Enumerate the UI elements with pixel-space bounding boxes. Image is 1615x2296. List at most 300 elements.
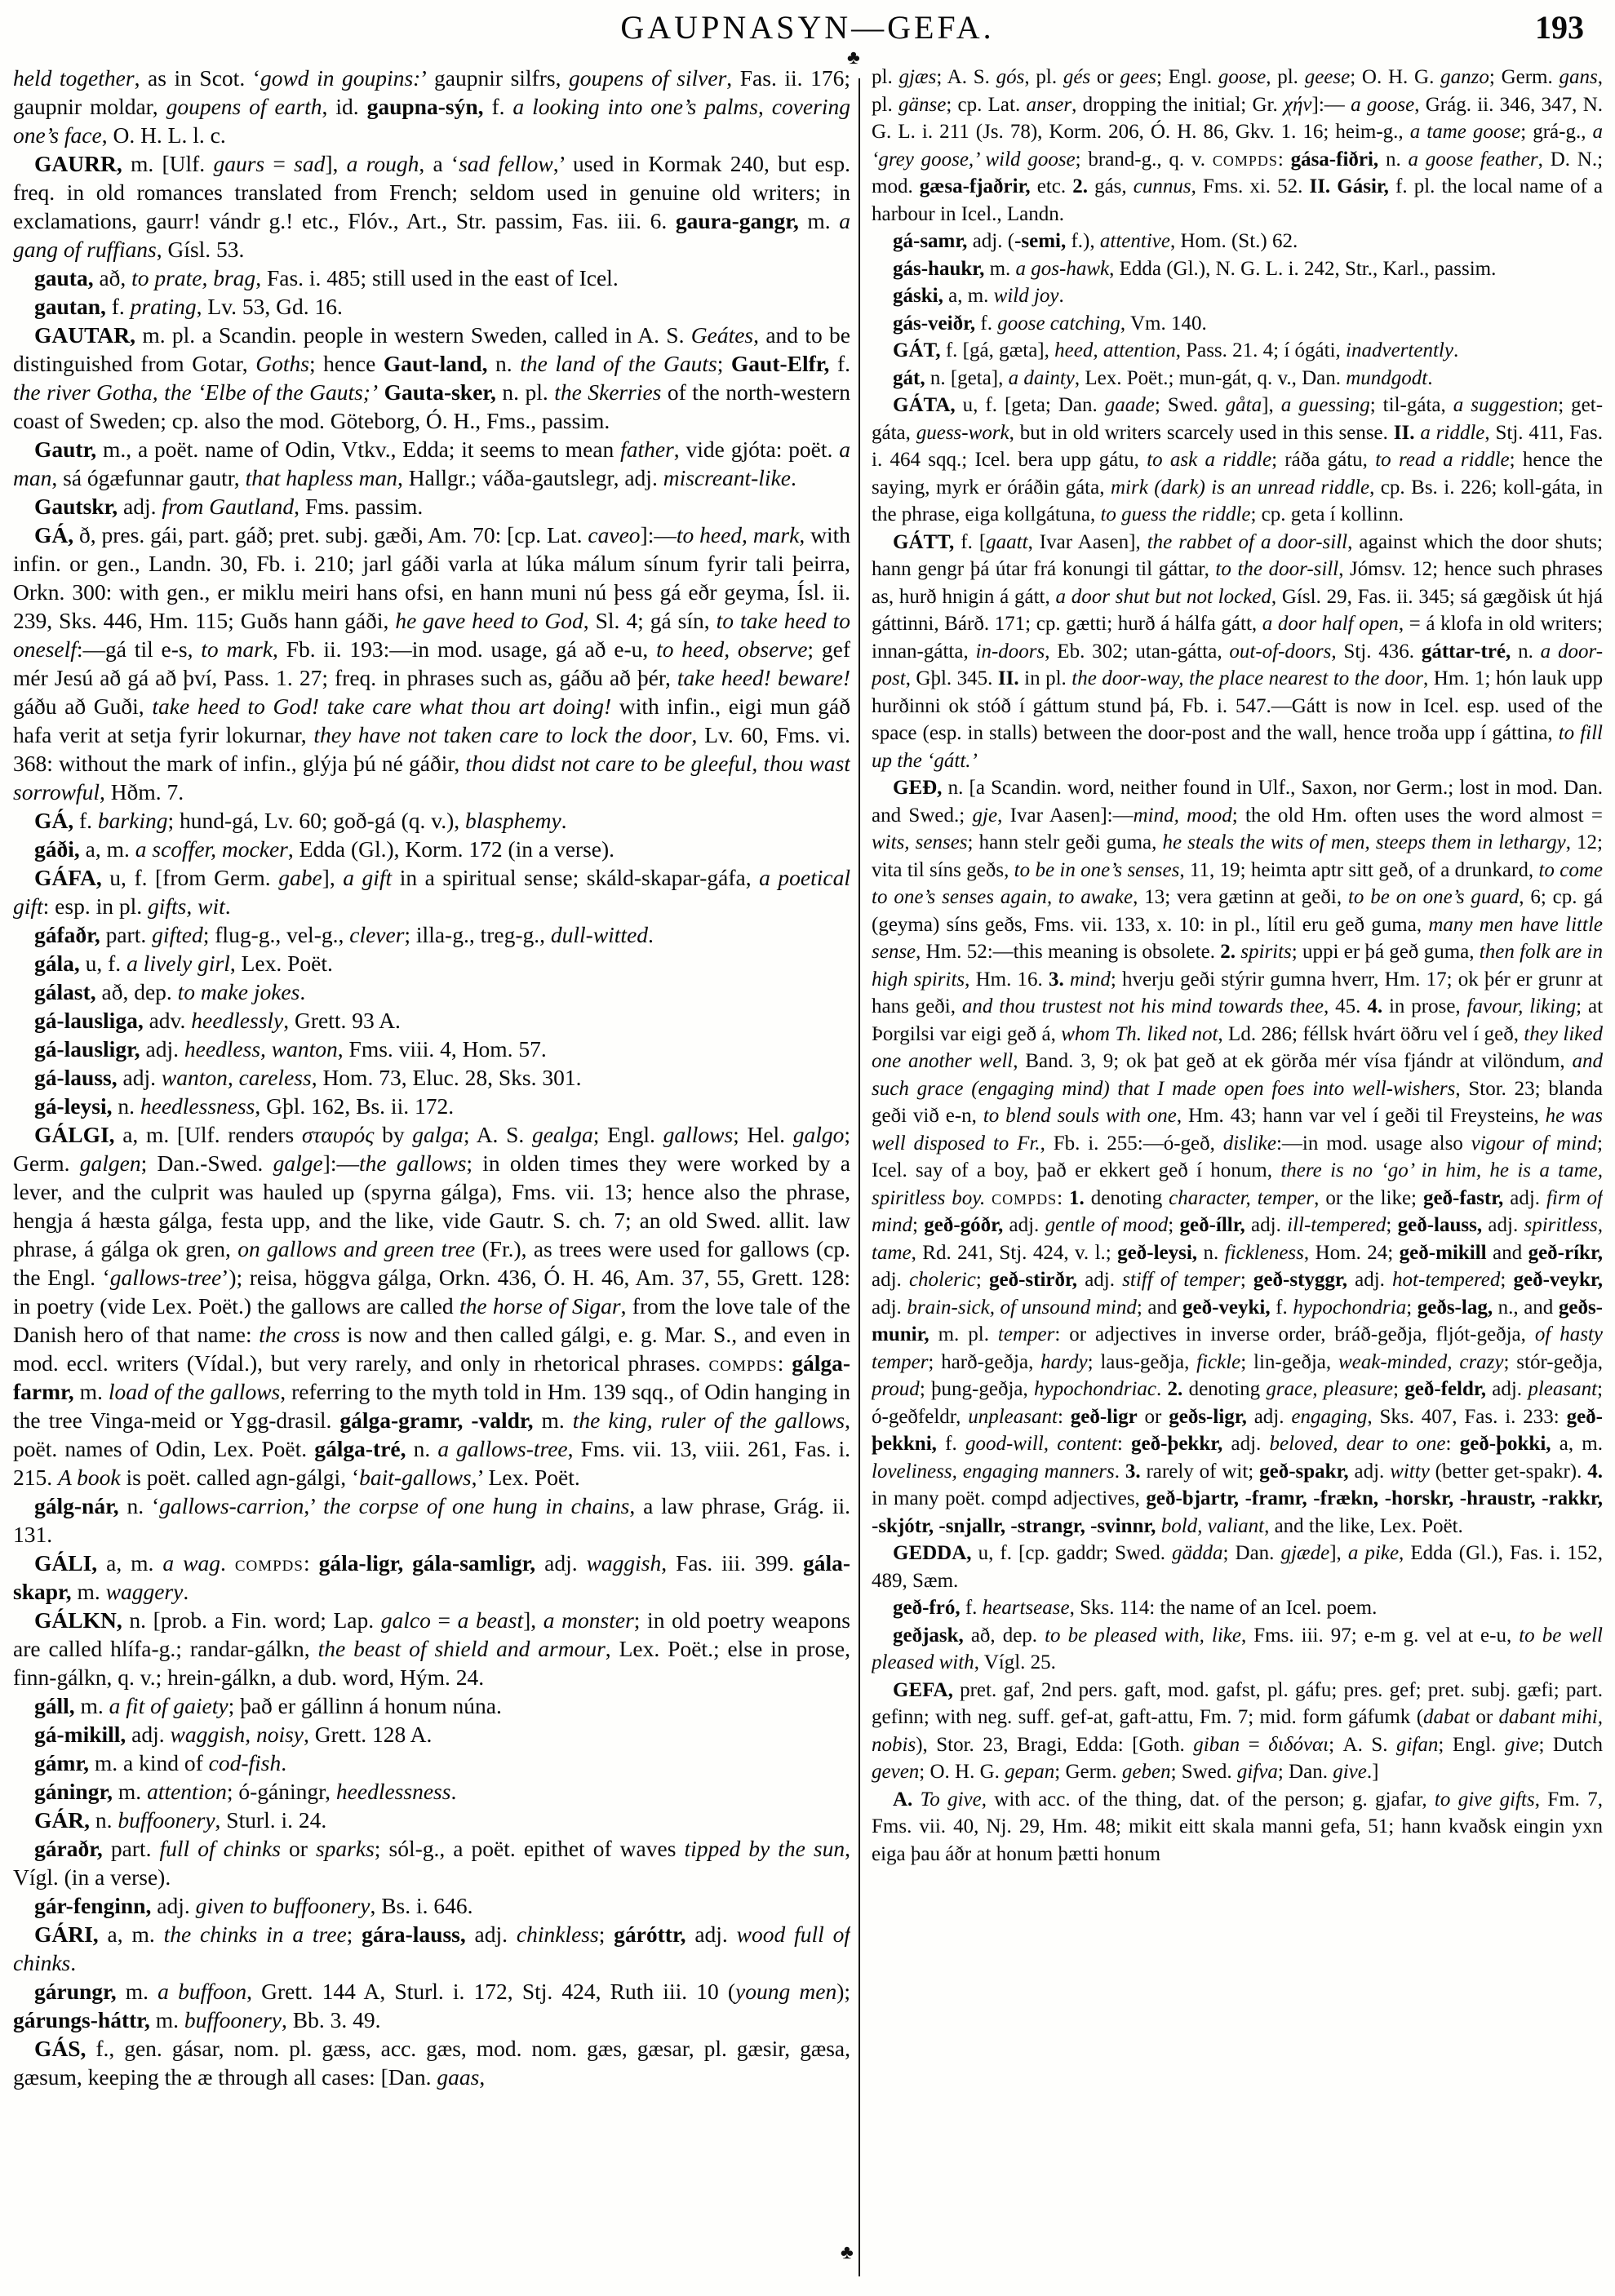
text-segment: : bbox=[1057, 1186, 1070, 1209]
text-segment: then folk are in high spirits bbox=[872, 941, 1603, 991]
text-segment: geð-ríkr, bbox=[1528, 1241, 1603, 1264]
text-segment: ; laus-geðja, bbox=[1087, 1350, 1197, 1373]
text-segment: gá-samr, bbox=[893, 230, 968, 252]
text-segment: ; hund-gá, Lv. 60; goð-gá (q. v.), bbox=[167, 808, 466, 833]
text-segment: the cross bbox=[259, 1322, 340, 1347]
text-segment: to the door-sill bbox=[1215, 558, 1339, 580]
text-segment: denoting bbox=[1084, 1186, 1169, 1209]
text-segment: , Eb. 302; utan-gátta, bbox=[1045, 640, 1230, 663]
text-segment: he steals the wits of men, steeps them in lethargy bbox=[1162, 831, 1566, 853]
text-segment: spirits bbox=[1240, 941, 1292, 963]
text-segment: , vide gjóta: poët. bbox=[673, 437, 840, 462]
text-segment: sad bbox=[294, 151, 326, 176]
text-segment: n. [a Scandin. word, neither found in Ulf., Saxon, nor Germ.; lost in mod. Dan. and Swed.; bbox=[872, 777, 1603, 827]
text-segment: take heed to God! take care what thou art doing! bbox=[152, 694, 612, 719]
right-column bbox=[872, 64, 1603, 2296]
dictionary-entry bbox=[13, 1891, 850, 1920]
text-segment: engaging bbox=[1291, 1405, 1368, 1428]
text-segment: ; ráða gátu, bbox=[1271, 449, 1376, 471]
text-segment: ; Swed. bbox=[1154, 394, 1226, 416]
text-segment: , Hallgr.; váða-gautslegr, adj. bbox=[397, 465, 663, 490]
text-segment: ; Germ. bbox=[1489, 66, 1560, 88]
text-segment: Gaut-Elfr, bbox=[730, 351, 830, 376]
text-segment: gáll, bbox=[34, 1693, 75, 1718]
text-segment: n. bbox=[90, 1807, 118, 1833]
text-segment: dabant mihi, nobis bbox=[872, 1706, 1603, 1756]
text-segment: ; ó-gáningr, bbox=[226, 1779, 336, 1804]
text-segment: gaupna-sýn, bbox=[366, 94, 484, 119]
text-segment: gautan, bbox=[34, 294, 106, 319]
text-segment: : bbox=[1116, 1433, 1131, 1455]
text-segment: . bbox=[1058, 285, 1064, 307]
text-segment: part. bbox=[102, 1836, 160, 1861]
dictionary-entry bbox=[13, 949, 850, 977]
dictionary-entry bbox=[872, 529, 1603, 775]
dictionary-entry bbox=[13, 521, 850, 806]
text-segment: gabe bbox=[278, 865, 322, 890]
text-segment: to make jokes bbox=[177, 979, 300, 1004]
text-segment: , Hm. 16. bbox=[965, 968, 1049, 991]
text-segment: a man bbox=[13, 437, 850, 490]
text-segment: ; lin-geðja, bbox=[1240, 1350, 1338, 1373]
text-segment: (better get-spakr). bbox=[1429, 1460, 1588, 1483]
text-segment: gaade bbox=[1104, 394, 1155, 416]
text-segment: n. bbox=[1378, 148, 1409, 171]
text-segment: to blend souls with one bbox=[983, 1105, 1177, 1127]
text-segment: to give gifts bbox=[1434, 1788, 1535, 1811]
text-segment: ; O. H. G. bbox=[1350, 66, 1441, 88]
text-segment: geð-styggr, bbox=[1253, 1269, 1347, 1291]
text-segment: to be well pleased with bbox=[872, 1624, 1603, 1673]
text-segment: many men have little sense bbox=[872, 913, 1603, 963]
text-segment: , Fms. viii. 4, Hom. 57. bbox=[337, 1036, 547, 1062]
text-segment: ; stór-geðja, bbox=[1503, 1350, 1603, 1373]
text-segment: firm of mind bbox=[872, 1186, 1603, 1236]
text-segment: geðs-lag, bbox=[1417, 1296, 1493, 1319]
dictionary-entry bbox=[872, 282, 1603, 310]
text-segment: to come to one’s senses again, to awake bbox=[872, 858, 1603, 908]
text-segment: , poët. names of Odin, Lex. Poët. bbox=[13, 1407, 850, 1461]
text-segment: m. bbox=[116, 1979, 158, 2004]
text-segment: gáðu að Guði, bbox=[13, 694, 153, 719]
text-segment: ; bbox=[1240, 1269, 1253, 1291]
text-segment: or bbox=[1469, 1706, 1499, 1728]
text-segment: ; Icel. say of a boy, það er ekkert geð í honum, bbox=[872, 1132, 1603, 1181]
text-segment: = bbox=[1240, 1733, 1269, 1756]
text-segment: n. bbox=[112, 1093, 140, 1119]
text-segment: gans bbox=[1559, 66, 1598, 88]
text-segment: mind, mood bbox=[1133, 804, 1232, 827]
text-segment: gá-mikill, bbox=[34, 1722, 126, 1747]
text-segment: , against which the door shuts; hann gengr þá útar frá konungi til gáttar, bbox=[872, 530, 1603, 580]
text-segment: GEFA, bbox=[893, 1678, 953, 1701]
text-segment: a, m. bbox=[1551, 1433, 1603, 1455]
text-segment: barking bbox=[97, 808, 168, 833]
text-segment: ; bbox=[1168, 1214, 1180, 1236]
text-segment: ; uppi er þá geð guma, bbox=[1291, 941, 1480, 963]
text-segment: GAURR, bbox=[34, 151, 122, 176]
text-segment: , Fms. passim. bbox=[294, 494, 424, 519]
text-segment: geð-lauss, bbox=[1397, 1214, 1483, 1236]
text-segment: gáraðr, bbox=[34, 1836, 103, 1861]
text-segment: m. bbox=[798, 208, 840, 233]
text-segment: pleasant bbox=[1528, 1378, 1598, 1400]
text-segment: gjæde bbox=[1280, 1542, 1330, 1564]
text-segment: by bbox=[374, 1122, 413, 1147]
text-segment: ’); reisa, höggva gálga, Orkn. 436, Ó. H. 46, Am. 37, 55, Grett. 128: in poetry (vide Lex. Poët.) the gallows are called bbox=[13, 1265, 850, 1319]
text-segment: galco bbox=[380, 1607, 431, 1633]
text-segment: , Ld. 286; féllsk hvárt öðru vel í geð, bbox=[1218, 1022, 1524, 1045]
text-segment: , cp. Bs. i. 226; koll-gáta, in the phrase, eiga kollgátuna, bbox=[872, 476, 1603, 525]
text-segment: give bbox=[1504, 1733, 1539, 1756]
text-segment: , Sturl. i. 24. bbox=[215, 1807, 327, 1833]
text-segment: gála, bbox=[34, 951, 80, 976]
text-segment: full of chinks bbox=[159, 1836, 281, 1861]
text-segment: a beast bbox=[457, 1607, 524, 1633]
text-segment: take heed! beware! bbox=[677, 665, 850, 690]
text-segment: gealga bbox=[531, 1122, 593, 1147]
text-segment: ; Swed. bbox=[1170, 1761, 1237, 1783]
text-segment: young men bbox=[735, 1979, 837, 2004]
text-segment: gás, bbox=[1087, 175, 1134, 197]
dictionary-entry bbox=[13, 1777, 850, 1806]
dictionary-entry bbox=[13, 1977, 850, 2034]
text-segment: gaatt bbox=[986, 530, 1028, 553]
text-segment: to heed, mark bbox=[676, 522, 800, 547]
text-segment: ], bbox=[1262, 394, 1281, 416]
text-segment: pret. gaf, 2nd pers. gaft, mod. gafst, pl. gáfu; pres. gef; pret. subj. gæfi; part. gefinn; with neg. suff. gef-at, gaft-attu, Fm. 7; mid. form gáfumk ( bbox=[872, 1678, 1603, 1728]
text-segment: loveliness, engaging manners bbox=[872, 1460, 1115, 1483]
text-segment: in many poët. compd adjectives, bbox=[872, 1487, 1147, 1509]
text-segment: m. bbox=[984, 257, 1016, 280]
text-segment: m. bbox=[113, 1779, 148, 1804]
text-segment: with infin., eigi mun gáð hafa verit at setja fyrir lokurnar, bbox=[13, 694, 850, 747]
text-segment: miscreant-like bbox=[663, 465, 791, 490]
text-segment: 4. bbox=[1367, 995, 1383, 1017]
text-segment: að, dep. bbox=[95, 979, 178, 1004]
text-segment: 4. bbox=[1587, 1460, 1603, 1483]
dictionary-entry bbox=[13, 1920, 850, 1977]
text-segment: ; bbox=[1500, 1269, 1514, 1291]
text-segment: galge bbox=[273, 1150, 323, 1176]
text-segment: GÁLGI, bbox=[34, 1122, 115, 1147]
dictionary-entry bbox=[13, 806, 850, 835]
text-segment: . bbox=[450, 1779, 457, 1804]
text-segment: adj. bbox=[126, 1722, 171, 1747]
text-segment: ; brand-g., q. v. bbox=[1075, 148, 1213, 171]
text-segment: adj. bbox=[872, 1269, 909, 1291]
dictionary-entry bbox=[872, 310, 1603, 338]
dictionary-entry bbox=[13, 435, 850, 492]
text-segment: , 6; cp. gá (geyma) síns geðs, Fms. vii. 133, x. 10: in pl., lítil eru geð guma, bbox=[872, 886, 1603, 936]
text-segment: mind bbox=[1069, 968, 1111, 991]
text-segment: ; hann stelr geði guma, bbox=[967, 831, 1163, 853]
text-segment: , Gísl. 53. bbox=[156, 237, 245, 262]
text-segment: of hasty temper bbox=[872, 1323, 1603, 1373]
dictionary-entry bbox=[13, 1006, 850, 1035]
text-segment: , = á klofa in old writers; innan-gátta, bbox=[872, 613, 1603, 663]
text-segment: a gos-hawk bbox=[1015, 257, 1110, 280]
text-segment: ; Dan. bbox=[1222, 1542, 1281, 1564]
text-segment: n. bbox=[487, 351, 521, 376]
text-segment: goupens of silver bbox=[569, 65, 727, 91]
text-segment: ; Germ. bbox=[13, 1122, 850, 1176]
text-segment: ill-tempered bbox=[1287, 1214, 1387, 1236]
text-segment: f. bbox=[936, 1433, 965, 1455]
text-segment: compds bbox=[992, 1186, 1058, 1209]
text-segment: to be in one’s senses bbox=[1014, 858, 1180, 881]
text-segment: ; þung-geðja, bbox=[919, 1378, 1035, 1400]
text-segment: dislike bbox=[1222, 1132, 1276, 1155]
text-segment: or bbox=[1090, 66, 1120, 88]
text-segment: gás-veiðr, bbox=[893, 312, 976, 335]
text-segment: ’ gaupnir silfrs, bbox=[420, 65, 570, 91]
text-segment: hardy bbox=[1040, 1350, 1088, 1373]
text-segment: m. a kind of bbox=[88, 1750, 209, 1775]
text-segment: A book bbox=[58, 1465, 121, 1490]
text-segment: ; bbox=[912, 1214, 925, 1236]
text-segment: 3. bbox=[1125, 1460, 1141, 1483]
text-segment: in pl. bbox=[1018, 667, 1072, 689]
text-segment: hot-tempered bbox=[1392, 1269, 1501, 1291]
text-segment: hypochondriac bbox=[1034, 1378, 1157, 1400]
text-segment: gálga-farmr, bbox=[13, 1350, 850, 1404]
text-segment: heedlessly bbox=[191, 1008, 284, 1033]
text-segment: ; til-gáta, bbox=[1369, 394, 1453, 416]
dictionary-entry bbox=[872, 774, 1603, 1540]
text-segment: , Fms. iii. 97; e-m g. vel at e-u, bbox=[1241, 1624, 1520, 1647]
text-segment: a, m. bbox=[98, 1921, 164, 1947]
text-segment: spiritless, tame bbox=[872, 1214, 1603, 1264]
text-segment: , Fb. i. 255:—ó-geð, bbox=[1040, 1132, 1223, 1155]
text-segment: gallows-carrion bbox=[159, 1493, 304, 1518]
dictionary-entry bbox=[13, 1063, 850, 1092]
text-segment: ; Engl. bbox=[1156, 66, 1218, 88]
text-segment: gallows bbox=[663, 1122, 734, 1147]
text-segment: heed, attention bbox=[1054, 339, 1176, 361]
text-segment: : bbox=[1445, 1433, 1460, 1455]
text-segment: buffoonery bbox=[118, 1807, 215, 1833]
text-segment: ; harð-geðja, bbox=[928, 1350, 1041, 1373]
text-segment: goose bbox=[1218, 66, 1267, 88]
text-segment: etc. bbox=[1030, 175, 1073, 197]
text-segment: the king, ruler of the gallows bbox=[572, 1407, 845, 1433]
text-segment: the land of the Gauts bbox=[520, 351, 717, 376]
text-segment: adj. bbox=[1222, 1433, 1270, 1455]
text-segment: :—in mod. usage also bbox=[1276, 1132, 1471, 1155]
text-segment: . bbox=[224, 893, 231, 919]
text-segment: a, m. bbox=[97, 1550, 163, 1576]
text-segment: , Gísl. 29, Fas. ii. 345; sá gægðisk út hjá gáttinni, Bárð. 171; cp. gætti; hurð á hálfa gátt, bbox=[872, 585, 1603, 635]
text-segment: (Fr.), as trees were used for gallows (cp. the Engl. ‘ bbox=[13, 1236, 850, 1290]
text-segment: f. bbox=[829, 351, 850, 376]
text-segment: geð-leysi, bbox=[1117, 1241, 1198, 1264]
text-segment: attentive bbox=[1099, 230, 1170, 252]
text-segment: adj. bbox=[1348, 1460, 1391, 1483]
text-segment: gárungs-háttr, bbox=[13, 2007, 150, 2032]
text-segment: waggish, noisy bbox=[170, 1722, 304, 1747]
text-segment: , Ivar Aasen], bbox=[1027, 530, 1147, 553]
text-segment: .] bbox=[1366, 1761, 1379, 1783]
text-segment: geð-íllr, bbox=[1179, 1214, 1245, 1236]
text-segment: the chinks in a tree bbox=[163, 1921, 347, 1947]
text-segment: , Hm. 43; hann var vel í geði til Freysteins, bbox=[1176, 1105, 1546, 1127]
text-segment: ; bbox=[975, 1269, 989, 1291]
text-segment: ,’ bbox=[304, 1493, 324, 1518]
text-segment: σταυρός bbox=[301, 1122, 375, 1147]
text-segment: is now and then called gálgi, e. g. Mar. S., and even in mod. eccl. writers (Vídal.), but very rarely, and only in rhetorical phrases. bbox=[13, 1322, 850, 1376]
text-segment: dabat bbox=[1423, 1706, 1470, 1728]
text-segment: : or adjectives in inverse order, bráð-geðja, fljót-geðja, bbox=[1054, 1323, 1535, 1345]
dictionary-entry bbox=[872, 1594, 1603, 1622]
text-segment: , Lv. 60, Fms. vi. 368: without the mark of infin., glýja þú né gáðir, bbox=[13, 722, 850, 776]
text-segment: to take heed to oneself bbox=[13, 608, 850, 662]
text-segment: chinkless bbox=[516, 1921, 599, 1947]
text-segment: or bbox=[1137, 1405, 1169, 1428]
text-segment: , Fas. i. 485; still used in the east of Icel. bbox=[255, 265, 619, 290]
text-segment: ; hence bbox=[308, 351, 384, 376]
text-segment: m. bbox=[533, 1407, 573, 1433]
text-segment: he gave heed to God bbox=[395, 608, 583, 633]
text-segment: ; bbox=[1406, 1296, 1418, 1319]
dictionary-entry bbox=[13, 1492, 850, 1549]
text-segment: , pl. bbox=[872, 66, 1603, 116]
text-segment: on gallows and green tree bbox=[237, 1236, 476, 1261]
text-segment: GÁFA, bbox=[34, 865, 102, 890]
text-segment: a monster bbox=[543, 1607, 634, 1633]
text-segment: = bbox=[430, 1607, 458, 1633]
text-segment: að, dep. bbox=[963, 1624, 1045, 1647]
text-segment: adj. bbox=[1485, 1378, 1528, 1400]
text-segment: geð-þokki, bbox=[1459, 1433, 1551, 1455]
text-segment: ; gef mér Jesú að gá að því, Pass. 1. 27; freq. in phrases such as, gáðu að þér, bbox=[13, 636, 850, 690]
text-segment: ; flug-g., vel-g., bbox=[202, 922, 350, 947]
text-segment: he was well disposed to Fr. bbox=[872, 1105, 1603, 1155]
text-segment: gifan bbox=[1396, 1733, 1439, 1756]
text-segment: . bbox=[70, 1950, 77, 1975]
text-segment: ), Stor. 23, Bragi, Edda: [Goth. bbox=[916, 1733, 1194, 1756]
dictionary-entry bbox=[13, 292, 850, 321]
text-segment: adj. bbox=[685, 1921, 737, 1947]
dictionary-entry bbox=[872, 337, 1603, 365]
text-segment: mirk (dark) is an unread riddle bbox=[1110, 476, 1370, 499]
text-segment: , Hom. 24; bbox=[1303, 1241, 1400, 1264]
text-segment: fickle bbox=[1196, 1350, 1241, 1373]
text-segment: Goths bbox=[255, 351, 309, 376]
text-segment: compds bbox=[1212, 148, 1278, 171]
text-segment: . bbox=[791, 465, 796, 490]
dictionary-entry bbox=[13, 1606, 850, 1691]
text-segment: , Edda (Gl.), Korm. 172 (in a verse). bbox=[287, 836, 615, 862]
text-segment: denoting bbox=[1182, 1378, 1267, 1400]
text-segment: prating bbox=[130, 294, 197, 319]
text-segment: vigour of mind bbox=[1471, 1132, 1598, 1155]
text-segment: a tame goose bbox=[1409, 121, 1521, 143]
text-segment: n. pl. bbox=[495, 379, 555, 405]
text-segment: is poët. called agn-gálgi, ‘ bbox=[120, 1465, 360, 1490]
text-segment: n. [prob. a Fin. word; Lap. bbox=[122, 1607, 381, 1633]
text-segment: ; in old poetry weapons are called hlífa-g.; randar-gálkn, bbox=[13, 1607, 850, 1661]
text-segment: give bbox=[1333, 1761, 1367, 1783]
text-segment: Gaut-land, bbox=[383, 351, 488, 376]
text-segment: gá-leysi, bbox=[34, 1093, 113, 1119]
text-segment: f. bbox=[975, 312, 998, 335]
text-segment: ]:— bbox=[322, 1150, 359, 1176]
text-segment: ; grá-g., bbox=[1520, 121, 1593, 143]
text-segment: ; in olden times they were worked by a lever, and the culprit was hauled up (spyrna gálga), Fms. vii. 13; hence also the phrase, hengja á hæsta gálga, festa upp, and the like, vide Gautr. S. ch. 7; an old Swed. allit. law phrase, á gálga ok gren, bbox=[13, 1150, 850, 1261]
text-segment: geben bbox=[1121, 1761, 1171, 1783]
text-segment: m. bbox=[74, 1693, 109, 1718]
text-segment: in a spiritual sense; skáld-skapar-gáfa, bbox=[392, 865, 760, 890]
text-segment: to be pleased with, like bbox=[1045, 1624, 1242, 1647]
text-segment: the horse of Sigar bbox=[459, 1293, 621, 1319]
text-segment: gæsa-fjaðrir, bbox=[919, 175, 1031, 197]
text-segment: adj. bbox=[140, 1036, 184, 1062]
text-segment: , with infin. or gen., Landn. 30, Fb. i. 210; jarl gáði varla at lúka málum sínum fyrir tali þeirra, Orkn. 300: with gen., er miklu meiri hans ofsi, en hann muni nú þess gá eðr geyma, Ísl. ii. 239, Sks. 446, Hm. 115; Guðs hann gáði, bbox=[13, 522, 850, 633]
text-segment: , Fms. xi. 52. bbox=[1191, 175, 1310, 197]
text-segment: ; get-gáta, bbox=[872, 394, 1603, 444]
text-segment: gje bbox=[972, 804, 998, 827]
text-segment: they have not taken care to lock the door bbox=[313, 722, 692, 747]
text-segment: gála-skapr, bbox=[13, 1550, 850, 1604]
text-segment: geð-veyki, bbox=[1182, 1296, 1271, 1319]
text-segment: , Bs. i. 646. bbox=[370, 1893, 473, 1918]
text-segment: a fit of gaiety bbox=[109, 1693, 228, 1718]
text-segment: gáski, bbox=[893, 285, 943, 307]
text-segment: f. [ bbox=[954, 530, 987, 553]
text-segment: , 11, 19; heimta aptr sitt geð, of a drunkard, bbox=[1179, 858, 1539, 881]
text-segment: gá-lausliga, bbox=[34, 1008, 144, 1033]
text-segment: = bbox=[264, 151, 295, 176]
column-divider bbox=[859, 78, 860, 2276]
running-head bbox=[0, 8, 1615, 57]
text-segment: ; Dan. bbox=[1277, 1761, 1333, 1783]
text-segment: GÁTT, bbox=[893, 530, 955, 553]
text-segment bbox=[378, 379, 384, 405]
text-segment: ; Engl. bbox=[592, 1122, 663, 1147]
text-segment: , or the like; bbox=[1314, 1186, 1423, 1209]
text-segment: ]:— bbox=[1311, 93, 1351, 116]
text-segment: part. bbox=[100, 922, 153, 947]
text-segment: , Ivar Aasen]:— bbox=[997, 804, 1134, 827]
text-segment: GÁ, bbox=[34, 522, 74, 547]
text-segment: inadvertently bbox=[1346, 339, 1453, 361]
text-segment: heedlessness bbox=[140, 1093, 255, 1119]
text-segment: ; bbox=[1392, 1378, 1405, 1400]
text-segment: ganzo bbox=[1440, 66, 1489, 88]
text-segment: gés bbox=[1063, 66, 1091, 88]
text-segment: , Stj. 436. bbox=[1331, 640, 1422, 663]
text-segment: hypochondria bbox=[1293, 1296, 1407, 1319]
text-segment: adv. bbox=[143, 1008, 192, 1033]
dictionary-entry bbox=[872, 392, 1603, 529]
text-segment: dull-witted bbox=[550, 922, 649, 947]
dictionary-entry bbox=[13, 2034, 850, 2091]
text-segment: , a ‘ bbox=[419, 151, 459, 176]
text-segment: gós bbox=[996, 66, 1025, 88]
text-segment: gädda bbox=[1172, 1542, 1223, 1564]
text-segment: -semi, bbox=[1014, 230, 1067, 252]
text-segment: gifts, wit bbox=[148, 893, 225, 919]
text-segment: a, m. [Ulf. renders bbox=[114, 1122, 302, 1147]
text-segment: m. bbox=[73, 1379, 109, 1404]
text-segment: , Grett. 93 A. bbox=[283, 1008, 401, 1033]
text-segment: witty bbox=[1390, 1460, 1430, 1483]
text-segment: choleric bbox=[908, 1269, 976, 1291]
text-segment: gálga-tré, bbox=[314, 1436, 406, 1461]
text-segment: geð-góðr, bbox=[924, 1214, 1004, 1236]
text-segment: wanton, careless bbox=[161, 1065, 312, 1090]
